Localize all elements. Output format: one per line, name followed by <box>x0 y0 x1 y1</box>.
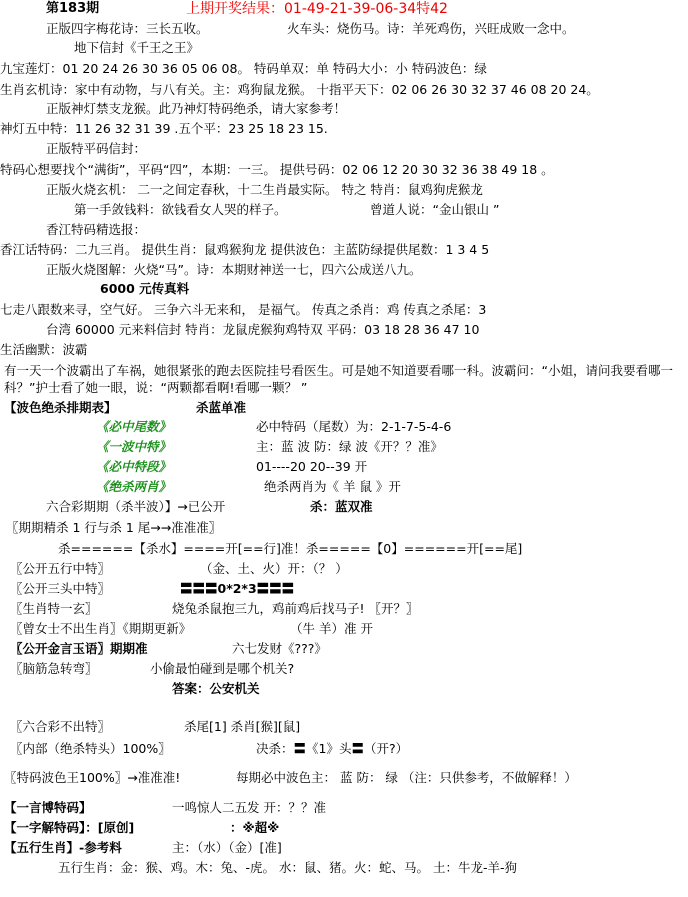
ms-zeng-key: 〖曾女士不出生肖〗《期期更新》 <box>10 621 192 636</box>
magic-lamp-ban: 正版神灯禁支龙猴。此乃神灯特码绝杀，请大家参考！ <box>46 101 347 116</box>
life-humor: 生活幽默：波霸 <box>0 342 88 357</box>
xiangjiang-title: 香江特码精选报： <box>46 222 147 237</box>
five-zodiac-list: 五行生肖：金：猴、鸡。木：兔、-虎。 水：鼠、猪。火：蛇、马。 土：牛龙-羊-狗 <box>58 860 517 875</box>
must-segment-value: 01----20 20--39 开 <box>256 459 368 474</box>
kill-water-row: 杀======【杀水】====开[==行]准！杀=====【0】======开[==尾] <box>58 541 523 556</box>
one-wave-value: 主：蓝 波 防：绿 波《开？？准》 <box>256 439 443 454</box>
kill-blue-double: 杀：蓝双准 <box>310 499 373 514</box>
special-code-wish: 特码心想要找个“满街”，平码“四”，本期：一三。 提供号码：02 06 12 20 30 32 36 38 49 18 。 <box>0 162 554 177</box>
zodiac-one-key: 〖生肖特一玄〗 <box>10 601 98 616</box>
ms-zeng-value: （牛 羊）准 开 <box>290 621 373 636</box>
one-wave-key: 《一波中特》 <box>96 439 172 454</box>
riddle-answer: 答案：公安机关 <box>172 681 260 696</box>
three-head-value: 〓〓〓0*2*3〓〓〓 <box>180 581 295 596</box>
nine-lotus-lamp: 九宝莲灯：01 20 24 26 30 36 05 06 08。 特码单双：单 特码大小：小 特码波色：绿 <box>0 61 487 76</box>
golden-words-value: 六七发财《???》 <box>232 641 327 656</box>
fax-material: 6000 元传真料 <box>100 281 190 296</box>
one-word-key: 【一言博特码】 <box>4 800 92 815</box>
internal-kill-value: 决杀：〓《1》头〓（开?） <box>256 741 409 756</box>
plum-poem: 正版四字梅花诗：三长五收。 <box>46 21 209 36</box>
must-segment-key: 《必中特段》 <box>96 459 172 474</box>
last-result: 上期开奖结果：01-49-21-39-06-34特42 <box>186 1 448 17</box>
no-special-key: 〖六合彩不出特〗 <box>10 719 111 734</box>
magic-lamp-five: 神灯五中特：11 26 32 31 39 .五个平：23 25 18 23 15. <box>0 121 328 136</box>
fire-chart: 正版火烧图解：火烧“马”。诗：本期财神送一七，四六公成送八九。 <box>46 262 422 277</box>
must-tail-key: 《必中尾数》 <box>96 419 172 434</box>
five-element-value: （金、土、火）开：（？ ） <box>200 561 348 576</box>
kill-two-value: 绝杀两肖为《 羊 鼠 》开 <box>264 479 401 494</box>
five-zodiac-key: 【五行生肖】-参考料 <box>4 840 122 855</box>
table-title: 【波色绝杀排期表】 <box>4 400 117 415</box>
issue-number: 第183期 <box>46 1 100 16</box>
special-envelope-title: 正版特平码信封： <box>46 141 147 156</box>
first-hand-tip: 第一手敛钱料：欲钱看女人哭的样子。 <box>74 202 287 217</box>
zodiac-one-value: 烧兔杀鼠抱三九，鸡前鸡后找马子! 〖开？〗 <box>172 601 419 616</box>
one-char-key: 【一字解特码】：[原创] <box>4 820 135 835</box>
wave-king-value: 每期必中波色主： 蓝 防： 绿 （注：只供参考，不做解释！） <box>236 770 577 785</box>
no-special-value: 杀尾[1] 杀肖[猴][鼠] <box>184 719 301 734</box>
fire-mystery: 正版火烧玄机： 二一之间定春秋，十二生肖最实际。 特之 特肖：鼠鸡狗虎猴龙 <box>46 182 483 197</box>
wave-king-key: 〖特码波色王100%〗→准准准! <box>4 770 181 785</box>
five-zodiac-value: 主：（水）（金）[准] <box>172 840 282 855</box>
taiwan-envelope: 台湾 60000 元来料信封 特肖：龙鼠虎猴狗鸡特双 平码：03 18 28 36 47 10 <box>46 322 480 337</box>
taoist-saying: 曾道人说：“金山银山 ” <box>370 202 500 217</box>
kill-blue-single: 杀蓝单准 <box>196 400 247 415</box>
kill-two-key: 《绝杀两肖》 <box>96 479 172 494</box>
internal-kill-key: 〖内部（绝杀特头）100%〗 <box>10 741 171 756</box>
one-word-value: 一鸣惊人二五发 开：？？准 <box>172 800 326 815</box>
riddle-key: 〖脑筋急转弯〗 <box>10 661 98 676</box>
half-wave-row: 六合彩期期（杀半波）】→已公开 <box>46 499 226 514</box>
three-head-key: 〖公开三头中特〗 <box>10 581 111 596</box>
zodiac-mystery-poem: 生肖玄机诗：家中有动物，与八有关。主：鸡狗鼠龙猴。 十指平天下：02 06 26 30 32 37 46 08 20 24。 <box>0 82 599 97</box>
xiangjiang-special: 香江话特码：二九三肖。 提供生肖：鼠鸡猴狗龙 提供波色：主蓝防绿提供尾数：1 3 4 5 <box>0 242 490 257</box>
golden-words-key: 〖公开金言玉语〗期期准 <box>10 641 148 656</box>
precise-kill-row: 〖期期精杀 1 行与杀 1 尾→→准准准〗 <box>6 520 222 535</box>
riddle-value: 小偷最怕碰到是哪个机关? <box>150 661 295 676</box>
humor-story: 有一天一个波霸出了车祸，她很紧张的跑去医院挂号看医生。可是她不知道要看哪一科。波霸问：“小姐，请问我要看哪一科？”护士看了她一眼，说：“两颗都看啊!看哪一颗？ ” <box>4 363 673 395</box>
must-tail-value: 必中特码（尾数）为：2-1-7-5-4-6 <box>256 419 452 434</box>
fax-kill: 七走八跟数来寻，空气好。 三争六斗无来和， 是福气。 传真之杀肖：鸡 传真之杀尾：3 <box>0 302 487 317</box>
underground-envelope: 地下信封《千王之王》 <box>74 40 200 55</box>
one-char-value: ：※超※ <box>230 820 280 835</box>
train-head: 火车头：烧伤马。诗：羊死鸡伤，兴旺成败一念中。 <box>287 21 575 36</box>
five-element-key: 〖公开五行中特〗 <box>10 561 111 576</box>
